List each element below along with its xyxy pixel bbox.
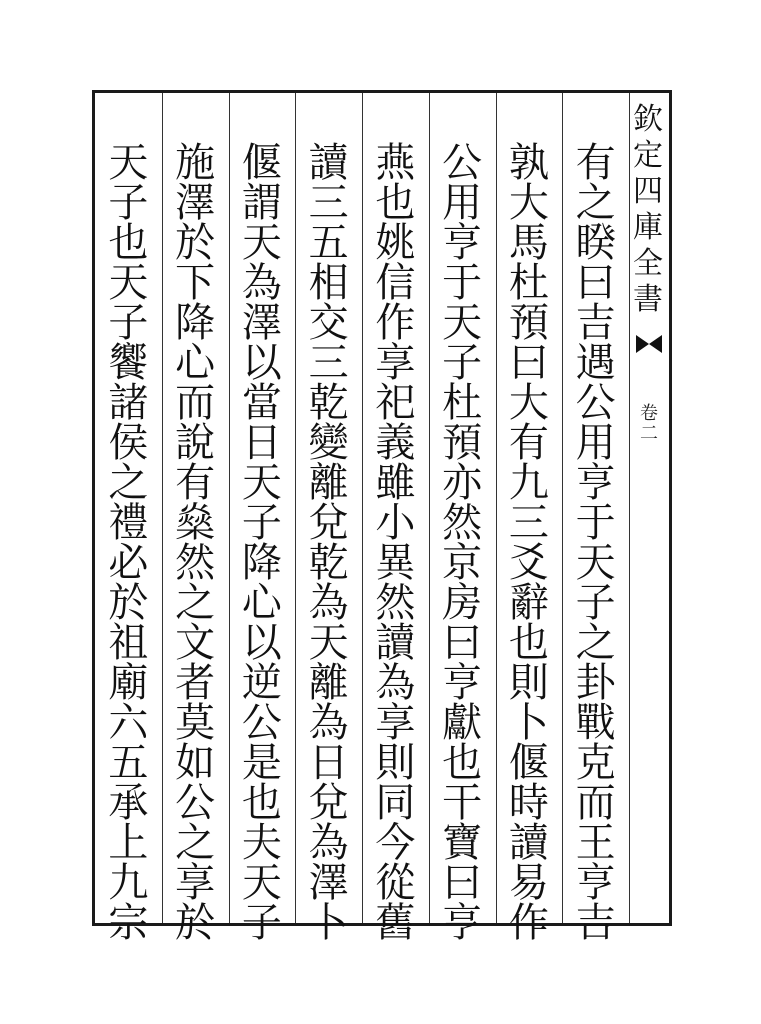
column-char: 以 <box>241 340 282 386</box>
column-char: 時 <box>508 780 549 826</box>
text-column <box>229 93 296 946</box>
column-char: 從 <box>375 860 416 906</box>
column-char: 于 <box>575 500 616 546</box>
column-char: 享 <box>375 700 416 746</box>
column-char: 降 <box>241 540 282 586</box>
column-char: 王 <box>575 820 616 866</box>
margin-title-char: 書 <box>633 282 663 317</box>
juan-char: 卷 <box>640 403 658 424</box>
text-column <box>362 93 429 946</box>
column-char: 曰 <box>575 260 616 306</box>
column-char: 亨 <box>442 900 483 946</box>
column-char: 以 <box>241 620 282 666</box>
column-char: 是 <box>241 740 282 786</box>
column-char: 子 <box>241 500 282 546</box>
page-frame <box>92 90 672 946</box>
column-char: 有 <box>175 460 216 506</box>
column-char: 公 <box>241 700 282 746</box>
text-column <box>562 93 629 946</box>
column-char: 曰 <box>508 340 549 386</box>
text-column <box>95 93 162 946</box>
margin-strip <box>629 93 669 923</box>
column-rule <box>496 93 497 923</box>
column-char: 施 <box>175 140 216 186</box>
column-char: 之 <box>175 580 216 626</box>
column-char: 卦 <box>575 660 616 706</box>
column-char: 卜 <box>508 700 549 746</box>
column-rule <box>362 93 363 923</box>
column-char: 日 <box>308 740 349 786</box>
column-char: 子 <box>575 580 616 626</box>
column-char: 干 <box>442 780 483 826</box>
text-column <box>162 93 229 946</box>
column-char: 天 <box>108 260 149 306</box>
column-char: 兌 <box>308 780 349 826</box>
column-char: 說 <box>175 420 216 466</box>
column-char: 離 <box>308 460 349 506</box>
column-char: 于 <box>442 260 483 306</box>
column-char: 戰 <box>575 700 616 746</box>
column-char: 禮 <box>108 500 149 546</box>
column-char: 者 <box>175 660 216 706</box>
column-char: 子 <box>108 180 149 226</box>
column-char: 為 <box>308 820 349 866</box>
column-rule <box>562 93 563 923</box>
column-char: 而 <box>575 780 616 826</box>
column-char: 異 <box>375 540 416 586</box>
column-char: 獻 <box>442 700 483 746</box>
column-char: 亨 <box>442 660 483 706</box>
column-char: 當 <box>241 380 282 426</box>
column-char: 饗 <box>108 340 149 386</box>
column-char: 兌 <box>308 500 349 546</box>
column-char: 讀 <box>508 820 549 866</box>
column-char: 五 <box>108 740 149 786</box>
column-char: 下 <box>175 260 216 306</box>
column-char: 然 <box>375 580 416 626</box>
column-char: 亨 <box>575 460 616 506</box>
fish-tail-mark-icon <box>632 329 666 359</box>
column-char: 信 <box>375 260 416 306</box>
column-char: 然 <box>175 540 216 586</box>
column-char: 天 <box>308 620 349 666</box>
column-char: 小 <box>375 500 416 546</box>
column-char: 侯 <box>108 420 149 466</box>
column-char: 享 <box>375 340 416 386</box>
column-char: 同 <box>375 780 416 826</box>
column-char: 亦 <box>442 460 483 506</box>
column-rule <box>295 93 296 923</box>
column-char: 九 <box>508 460 549 506</box>
column-char: 子 <box>108 300 149 346</box>
column-char: 文 <box>175 620 216 666</box>
column-char: 乾 <box>308 380 349 426</box>
column-char: 預 <box>442 420 483 466</box>
column-char: 三 <box>508 500 549 546</box>
margin-title-char: 全 <box>633 246 663 281</box>
column-char: 作 <box>508 900 549 946</box>
margin-title-char: 欽 <box>633 102 663 137</box>
column-char: 讀 <box>308 140 349 186</box>
column-char: 於 <box>175 220 216 266</box>
column-rule <box>162 93 163 923</box>
column-char: 杜 <box>442 380 483 426</box>
column-char: 九 <box>108 860 149 906</box>
column-char: 之 <box>575 620 616 666</box>
text-column <box>496 93 563 946</box>
column-char: 天 <box>241 460 282 506</box>
column-char: 乾 <box>308 540 349 586</box>
juan-char: 二 <box>640 423 658 444</box>
column-char: 大 <box>508 380 549 426</box>
column-char: 如 <box>175 740 216 786</box>
column-char: 逆 <box>241 660 282 706</box>
column-char: 也 <box>442 740 483 786</box>
margin-title-char: 定 <box>633 138 663 173</box>
column-rule <box>429 93 430 923</box>
column-char: 之 <box>575 180 616 226</box>
column-char: 莫 <box>175 700 216 746</box>
column-char: 交 <box>308 300 349 346</box>
column-char: 澤 <box>308 860 349 906</box>
column-char: 作 <box>375 300 416 346</box>
column-char: 預 <box>508 300 549 346</box>
column-char: 大 <box>508 180 549 226</box>
column-char: 用 <box>442 180 483 226</box>
column-char: 三 <box>308 340 349 386</box>
column-char: 於 <box>175 900 216 946</box>
column-char: 卜 <box>308 900 349 946</box>
column-char: 義 <box>375 420 416 466</box>
column-char: 孰 <box>508 140 549 186</box>
column-char: 於 <box>108 580 149 626</box>
column-char: 天 <box>575 540 616 586</box>
column-char: 子 <box>241 900 282 946</box>
column-char: 夫 <box>241 820 282 866</box>
column-char: 相 <box>308 260 349 306</box>
column-char: 為 <box>308 580 349 626</box>
column-char: 之 <box>108 460 149 506</box>
column-char: 亨 <box>575 860 616 906</box>
column-char: 天 <box>108 140 149 186</box>
margin-title-char: 庫 <box>633 210 663 245</box>
column-char: 澤 <box>241 300 282 346</box>
column-char: 祖 <box>108 620 149 666</box>
column-char: 辭 <box>508 580 549 626</box>
column-char: 杜 <box>508 260 549 306</box>
column-char: 偃 <box>241 140 282 186</box>
column-char: 則 <box>375 740 416 786</box>
column-char: 易 <box>508 860 549 906</box>
column-char: 心 <box>175 340 216 386</box>
column-char: 必 <box>108 540 149 586</box>
text-column <box>429 93 496 946</box>
column-char: 之 <box>175 820 216 866</box>
margin-title-char: 四 <box>633 174 663 209</box>
column-char: 舊 <box>375 900 416 946</box>
column-char: 房 <box>442 580 483 626</box>
column-char: 三 <box>308 180 349 226</box>
column-char: 也 <box>508 620 549 666</box>
column-char: 公 <box>442 140 483 186</box>
column-char: 澤 <box>175 180 216 226</box>
column-char: 為 <box>241 260 282 306</box>
column-char: 也 <box>375 180 416 226</box>
column-char: 天 <box>442 300 483 346</box>
text-column <box>295 93 362 946</box>
column-char: 今 <box>375 820 416 866</box>
column-char: 享 <box>175 860 216 906</box>
column-char: 也 <box>108 220 149 266</box>
column-char: 謂 <box>241 180 282 226</box>
column-char: 而 <box>175 380 216 426</box>
column-char: 偃 <box>508 740 549 786</box>
column-char: 宗 <box>108 900 149 946</box>
column-char: 用 <box>575 420 616 466</box>
column-char: 降 <box>175 300 216 346</box>
column-rule <box>229 93 230 923</box>
column-char: 吉 <box>575 900 616 946</box>
column-char: 姚 <box>375 220 416 266</box>
column-char: 克 <box>575 740 616 786</box>
column-char: 寶 <box>442 820 483 866</box>
column-char: 京 <box>442 540 483 586</box>
column-char: 為 <box>308 700 349 746</box>
column-char: 吉 <box>575 300 616 346</box>
column-char: 天 <box>241 860 282 906</box>
column-char: 五 <box>308 220 349 266</box>
column-char: 有 <box>508 420 549 466</box>
column-char: 燕 <box>375 140 416 186</box>
column-char: 曰 <box>442 620 483 666</box>
column-char: 然 <box>442 500 483 546</box>
column-char: 離 <box>308 660 349 706</box>
column-char: 承 <box>108 780 149 826</box>
column-char: 子 <box>442 340 483 386</box>
column-char: 天 <box>241 220 282 266</box>
column-char: 睽 <box>575 220 616 266</box>
column-char: 也 <box>241 780 282 826</box>
column-char: 為 <box>375 660 416 706</box>
column-char: 曰 <box>442 860 483 906</box>
column-char: 爻 <box>508 540 549 586</box>
column-char: 則 <box>508 660 549 706</box>
column-char: 公 <box>575 380 616 426</box>
column-char: 遇 <box>575 340 616 386</box>
column-char: 雖 <box>375 460 416 506</box>
column-char: 祀 <box>375 380 416 426</box>
column-char: 心 <box>241 580 282 626</box>
column-char: 廟 <box>108 660 149 706</box>
column-char: 有 <box>575 140 616 186</box>
column-char: 讀 <box>375 620 416 666</box>
column-char: 日 <box>241 420 282 466</box>
column-char: 燊 <box>175 500 216 546</box>
column-char: 上 <box>108 820 149 866</box>
column-char: 馬 <box>508 220 549 266</box>
column-char: 諸 <box>108 380 149 426</box>
column-char: 亨 <box>442 220 483 266</box>
column-char: 公 <box>175 780 216 826</box>
column-char: 變 <box>308 420 349 466</box>
column-char: 六 <box>108 700 149 746</box>
